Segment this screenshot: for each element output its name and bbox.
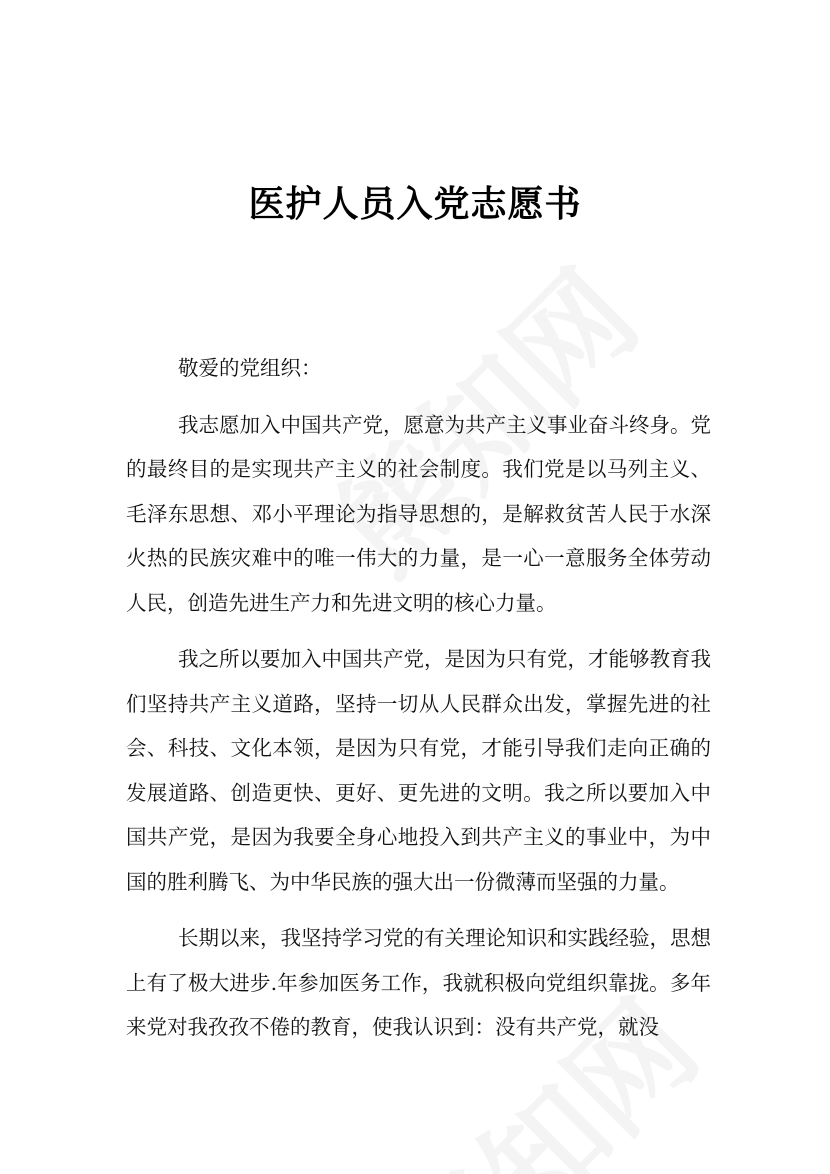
document-body <box>126 346 711 1062</box>
paragraph-1: 我志愿加入中国共产党，愿意为共产主义事业奋斗终身。党的最终目的是实现共产主义的社会制度。我们党是以马列主义、毛泽东思想、邓小平理论为指导思想的，是解救贫苦人民于水深火热的民族灾难中的唯一伟大的力量，是一心一意服务全体劳动人民，创造先进生产力和先进文明的核心力量。 <box>126 412 711 615</box>
paragraph-3: 长期以来，我坚持学习党的有关理论知识和实践经验，思想上有了极大进步.年参加医务工作，我就积极向党组织靠拢。多年来党对我孜孜不倦的教育，使我认识到：没有共产党，就没 <box>126 926 711 1039</box>
salutation: 敬爱的党组织： <box>178 356 322 380</box>
document-title: 医护人员入党志愿书 <box>248 184 582 225</box>
paragraph-2: 我之所以要加入中国共产党，是因为只有党，才能够教育我们坚持共产主义道路，坚持一切从人民群众出发，掌握先进的社会、科技、文化本领，是因为只有党，才能引导我们走向正确的发展道路、创造更快、更好、更先进的文明。我之所以要加入中国共产党，是因为我要全身心地投入到共产主义的事业中，为中国的胜利腾飞、为中华民族的强大出一份微薄而坚强的力量。 <box>126 647 711 894</box>
